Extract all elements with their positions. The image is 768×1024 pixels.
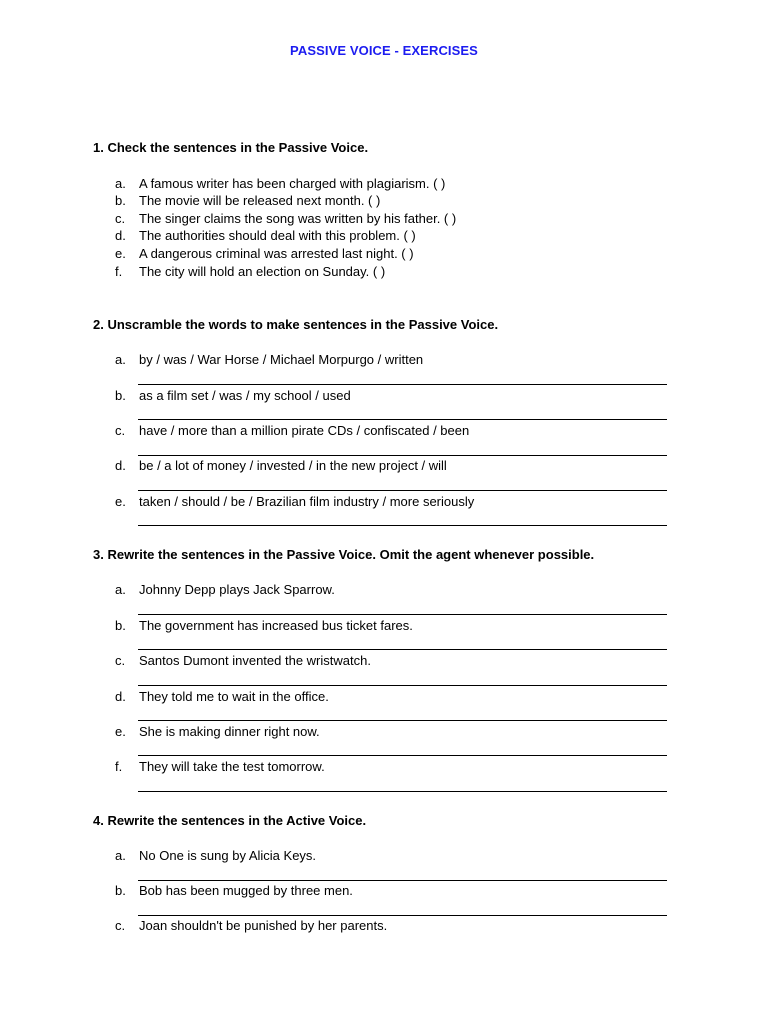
section-1-item-d [0,228,768,246]
section-4-item-b [0,883,768,901]
item-text: She is making dinner right now. [139,724,320,739]
item-text: The city will hold an election on Sunday. ( ) [139,264,386,279]
page-title: PASSIVE VOICE - EXERCISES [290,43,478,58]
item-text: have / more than a million pirate CDs / confiscated / been [139,423,470,438]
item-text: They will take the test tomorrow. [139,759,325,774]
item-marker: f. [115,264,123,279]
section-2-item-a [0,352,768,370]
section-1-item-e [0,246,768,264]
item-text: A famous writer has been charged with plagiarism. ( ) [139,176,446,191]
item-text: taken / should / be / Brazilian film industry / more seriously [139,494,475,509]
item-text: Joan shouldn't be punished by her parents. [139,918,388,933]
item-marker: a. [115,582,126,597]
item-marker: b. [115,193,126,208]
section-2-item-b [0,388,768,406]
answer-line[interactable] [138,525,667,526]
answer-line[interactable] [138,455,667,456]
section-3-item-a [0,582,768,600]
section-4-heading: 4. Rewrite the sentences in the Active Voice. [93,813,367,828]
item-marker: a. [115,352,126,367]
item-text: Bob has been mugged by three men. [139,883,353,898]
section-4-item-a [0,848,768,866]
item-text: The authorities should deal with this problem. ( ) [139,228,416,243]
item-marker: c. [115,423,126,438]
section-3-item-d [0,689,768,707]
item-marker: e. [115,724,126,739]
item-text: The movie will be released next month. ( ) [139,193,381,208]
item-marker: e. [115,494,126,509]
section-3-item-e [0,724,768,742]
item-text: They told me to wait in the office. [139,689,329,704]
item-text: Santos Dumont invented the wristwatch. [139,653,371,668]
item-marker: d. [115,228,126,243]
section-3-item-f [0,759,768,777]
item-text: as a film set / was / my school / used [139,388,351,403]
section-2-heading: 2. Unscramble the words to make sentences in the Passive Voice. [93,317,499,332]
item-text: Johnny Depp plays Jack Sparrow. [139,582,335,597]
section-4-item-c [0,918,768,936]
item-text: The government has increased bus ticket fares. [139,618,413,633]
section-1-item-b [0,193,768,211]
answer-line[interactable] [138,755,667,756]
item-marker: b. [115,618,126,633]
section-2-item-d [0,458,768,476]
item-marker: d. [115,458,126,473]
section-1-item-f [0,264,768,282]
answer-line[interactable] [138,791,667,792]
section-1-item-c [0,211,768,229]
item-marker: a. [115,848,126,863]
answer-line[interactable] [138,490,667,491]
answer-line[interactable] [138,649,667,650]
answer-line[interactable] [138,384,667,385]
answer-line[interactable] [138,880,667,881]
section-3-heading: 3. Rewrite the sentences in the Passive Voice. Omit the agent whenever possible. [93,547,595,562]
section-3-item-c [0,653,768,671]
item-marker: d. [115,689,126,704]
answer-line[interactable] [138,419,667,420]
answer-line[interactable] [138,614,667,615]
item-text: A dangerous criminal was arrested last night. ( ) [139,246,414,261]
item-marker: c. [115,653,126,668]
item-marker: b. [115,883,126,898]
answer-line[interactable] [138,915,667,916]
item-text: The singer claims the song was written by his father. ( ) [139,211,457,226]
item-marker: c. [115,211,126,226]
item-text: be / a lot of money / invested / in the new project / will [139,458,447,473]
item-text: by / was / War Horse / Michael Morpurgo / written [139,352,424,367]
item-marker: b. [115,388,126,403]
section-1-item-a [0,176,768,194]
item-marker: e. [115,246,126,261]
item-marker: a. [115,176,126,191]
item-marker: c. [115,918,126,933]
answer-line[interactable] [138,685,667,686]
item-marker: f. [115,759,123,774]
section-2-item-c [0,423,768,441]
section-1-heading: 1. Check the sentences in the Passive Voice. [93,140,369,155]
section-3-item-b [0,618,768,636]
answer-line[interactable] [138,720,667,721]
section-2-item-e [0,494,768,512]
item-text: No One is sung by Alicia Keys. [139,848,317,863]
